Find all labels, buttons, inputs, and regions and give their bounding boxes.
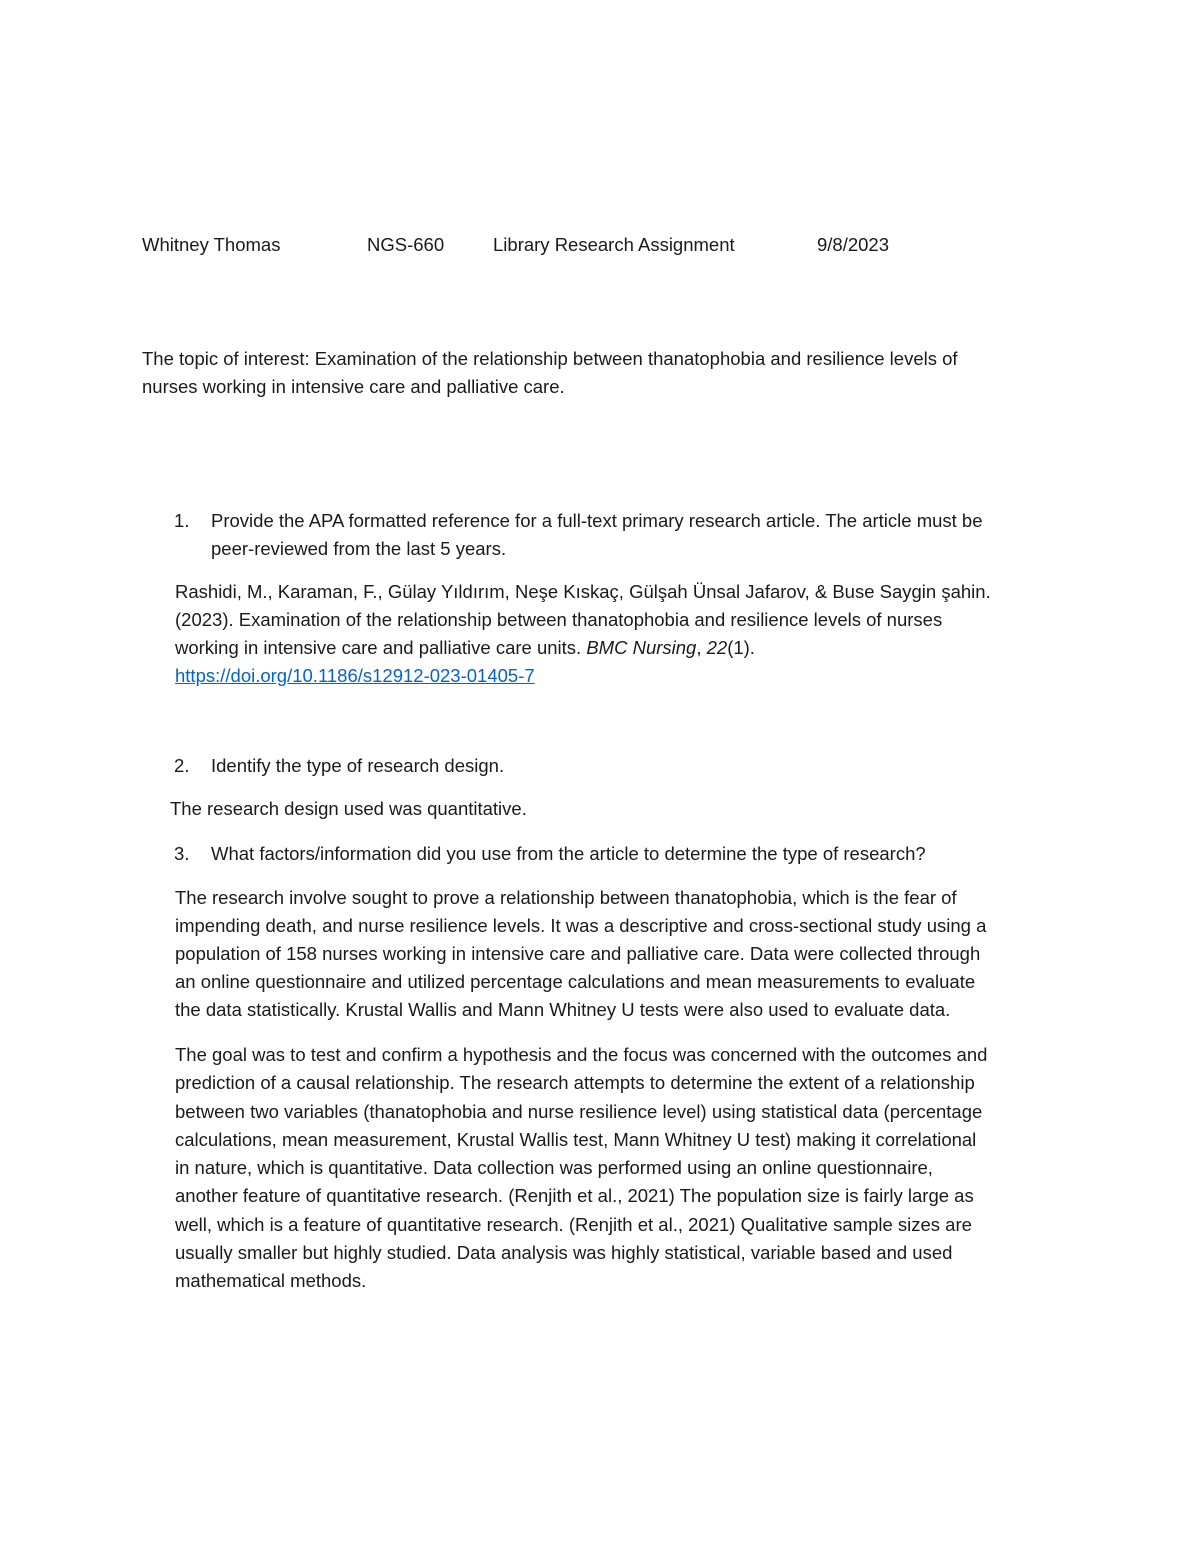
reference-line-3: [175, 634, 755, 662]
answer-3-p2-line: calculations, mean measurement, Krustal Wallis test, Mann Whitney U test) making it correlational: [175, 1129, 977, 1150]
reference-doi-line: [175, 662, 535, 690]
journal-issue: (1).: [727, 637, 755, 658]
answer-3-p1-line: The research involve sought to prove a relationship between thanatophobia, which is the fear of: [175, 887, 957, 908]
doi-link[interactable]: https://doi.org/10.1186/s12912-023-01405-7: [175, 665, 535, 686]
topic-line-2: nurses working in intensive care and palliative care.: [142, 376, 565, 397]
reference-line-3-text: working in intensive care and palliative care units.: [175, 637, 587, 658]
answer-3-p2-line: well, which is a feature of quantitative research. (Renjith et al., 2021) Qualitative sample sizes are: [175, 1214, 972, 1235]
reference-separator: ,: [696, 637, 707, 658]
topic-line-1: The topic of interest: Examination of the relationship between thanatophobia and resilience levels of: [142, 348, 958, 369]
answer-3-p2-line: prediction of a causal relationship. The research attempts to determine the extent of a relationship: [175, 1072, 975, 1093]
question-2-number: 2.: [174, 755, 190, 776]
author-name: Whitney Thomas: [142, 234, 281, 255]
answer-3-p2-line: another feature of quantitative research. (Renjith et al., 2021) The population size is fairly large as: [175, 1185, 974, 1206]
journal-volume: 22: [706, 637, 728, 658]
answer-3-p2-line: The goal was to test and confirm a hypothesis and the focus was concerned with the outcomes and: [175, 1044, 988, 1065]
answer-3-p2-line: usually smaller but highly studied. Data analysis was highly statistical, variable based and used: [175, 1242, 953, 1263]
journal-name: BMC Nursing: [586, 637, 697, 658]
question-2-answer: The research design used was quantitative.: [170, 798, 527, 819]
question-1-line-2: peer-reviewed from the last 5 years.: [211, 538, 507, 559]
question-3-number: 3.: [174, 843, 190, 864]
answer-3-p2-line: mathematical methods.: [175, 1270, 367, 1291]
answer-3-p1-line: population of 158 nurses working in intensive care and palliative care. Data were collected through: [175, 943, 981, 964]
question-3-text: What factors/information did you use from the article to determine the type of research?: [211, 843, 926, 864]
course-code: NGS-660: [367, 234, 445, 255]
question-2-text: Identify the type of research design.: [211, 755, 505, 776]
assignment-title: Library Research Assignment: [493, 234, 735, 255]
reference-line-2: (2023). Examination of the relationship between thanatophobia and resilience levels of nurses: [175, 609, 943, 630]
answer-3-p2-line: between two variables (thanatophobia and nurse resilience level) using statistical data (percentage: [175, 1101, 983, 1122]
answer-3-p1-line: the data statistically. Krustal Wallis and Mann Whitney U tests were also used to evaluate data.: [175, 999, 951, 1020]
reference-line-1: Rashidi, M., Karaman, F., Gülay Yıldırım, Neşe Kıskaç, Gülşah Ünsal Jafarov, & Buse Saygin şahin.: [175, 581, 991, 602]
answer-3-p1-line: an online questionnaire and utilized percentage calculations and mean measurements to evaluate: [175, 971, 976, 992]
question-1-line-1: Provide the APA formatted reference for a full-text primary research article. The article must be: [211, 510, 983, 531]
answer-3-p2-line: in nature, which is quantitative. Data collection was performed using an online questionnaire,: [175, 1157, 933, 1178]
question-1-number: 1.: [174, 510, 190, 531]
answer-3-p1-line: impending death, and nurse resilience levels. It was a descriptive and cross-sectional study using a: [175, 915, 987, 936]
assignment-date: 9/8/2023: [817, 234, 890, 255]
